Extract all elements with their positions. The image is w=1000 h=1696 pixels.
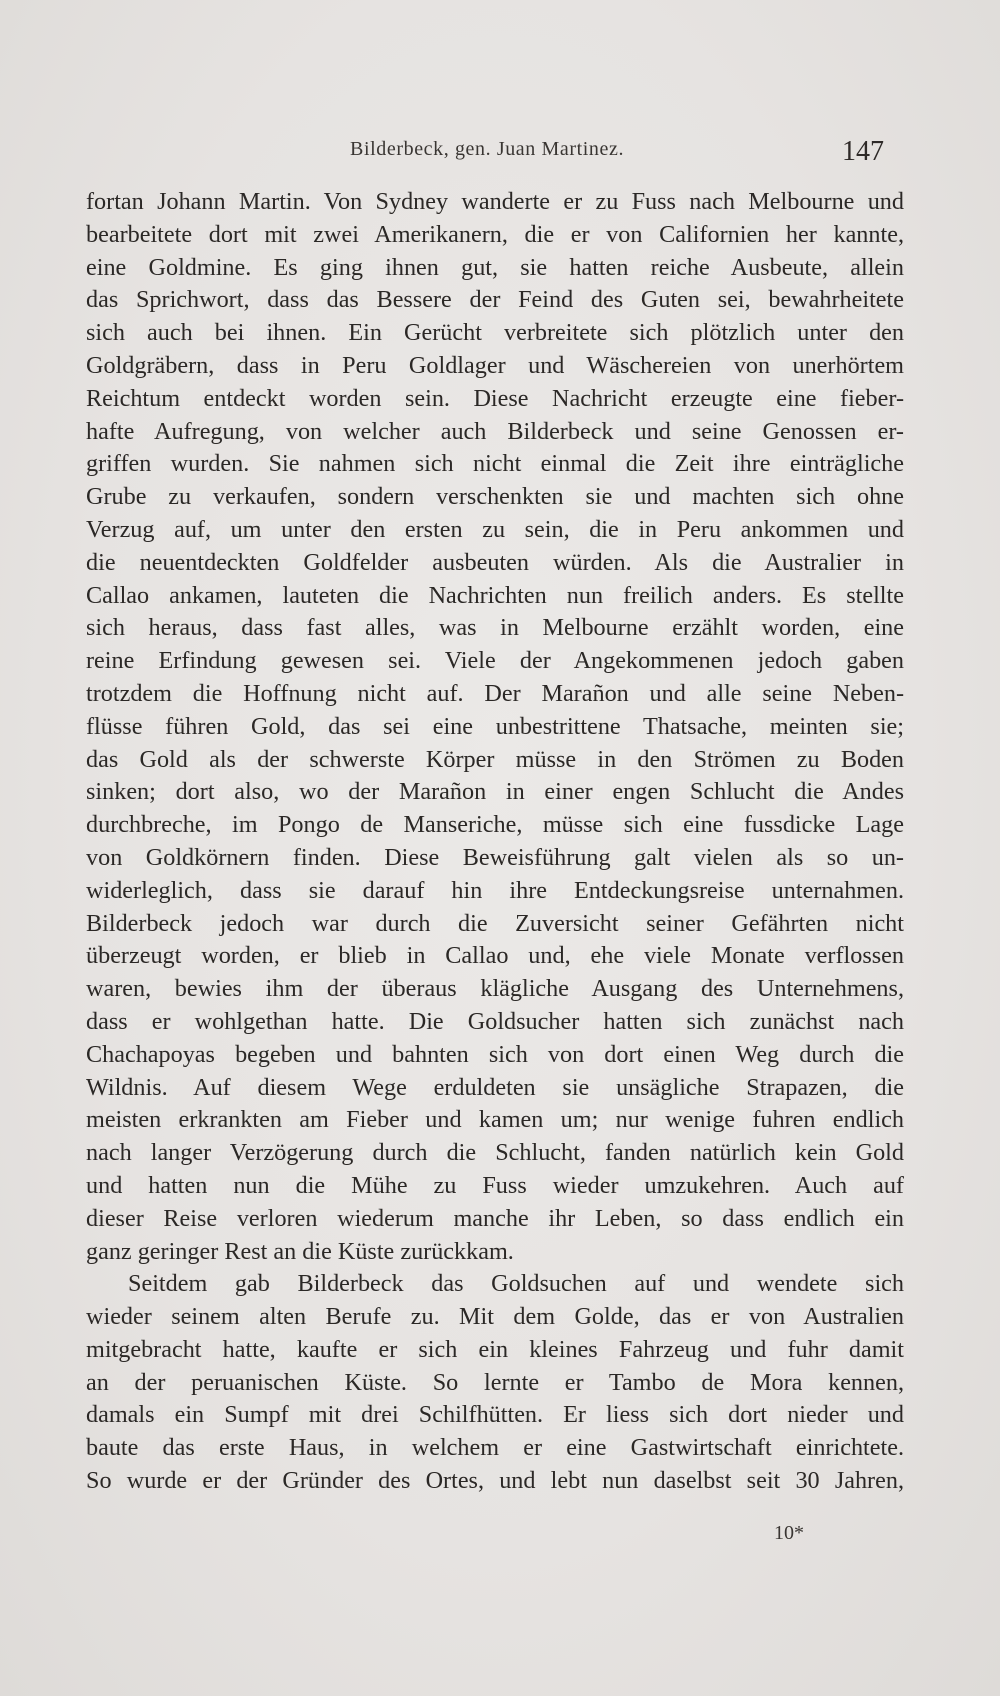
text-line: nach langer Verzögerung durch die Schlucht, fanden natürlich kein Gold [86, 1139, 904, 1167]
text-line: wieder seinem alten Berufe zu. Mit dem Golde, das er von Australien [86, 1303, 904, 1331]
text-line: meisten erkrankten am Fieber und kamen um; nur wenige fuhren endlich [86, 1106, 904, 1134]
text-line: waren, bewies ihm der überaus klägliche Ausgang des Unternehmens, [86, 975, 904, 1003]
text-line: Bilderbeck jedoch war durch die Zuversicht seiner Gefährten nicht [86, 909, 904, 937]
text-line: reine Erfindung gewesen sei. Viele der Angekommenen jedoch gaben [86, 647, 904, 675]
paragraph [86, 1268, 904, 1498]
text-line: Reichtum entdeckt worden sein. Diese Nachricht erzeugte eine fieber- [86, 384, 904, 412]
text-line: bearbeitete dort mit zwei Amerikanern, die er von Californien her kannte, [86, 220, 904, 248]
text-line: und hatten nun die Mühe zu Fuss wieder umzukehren. Auch auf [86, 1171, 904, 1199]
text-line: damals ein Sumpf mit drei Schilfhütten. Er liess sich dort nieder und [86, 1401, 904, 1429]
text-line: die neuentdeckten Goldfelder ausbeuten würden. Als die Australier in [86, 548, 904, 576]
text-line: dieser Reise verloren wiederum manche ihr Leben, so dass endlich ein [86, 1204, 904, 1232]
text-line: überzeugt worden, er blieb in Callao und, ehe viele Monate verflossen [86, 942, 904, 970]
text-line: widerleglich, dass sie darauf hin ihre Entdeckungsreise unternahmen. [86, 876, 904, 904]
text-line: flüsse führen Gold, das sei eine unbestrittene Thatsache, meinten sie; [86, 712, 904, 740]
text-line: So wurde er der Gründer des Ortes, und lebt nun daselbst seit 30 Jahren, [86, 1467, 904, 1495]
text-line: hafte Aufregung, von welcher auch Bilderbeck und seine Genossen er- [86, 417, 904, 445]
text-line: trotzdem die Hoffnung nicht auf. Der Marañon und alle seine Neben- [86, 679, 904, 707]
running-title: Bilderbeck, gen. Juan Martinez. [350, 138, 625, 160]
text-line: ganz geringer Rest an die Küste zurückkam. [86, 1237, 514, 1265]
body-text [86, 186, 904, 1498]
text-line: Verzug auf, um unter den ersten zu sein, die in Peru ankommen und [86, 515, 904, 543]
text-line: durchbreche, im Pongo de Manseriche, müsse sich eine fussdicke Lage [86, 811, 904, 839]
text-line: eine Goldmine. Es ging ihnen gut, sie hatten reiche Ausbeute, allein [86, 253, 904, 281]
text-line: Grube zu verkaufen, sondern verschenkten sie und machten sich ohne [86, 483, 904, 511]
text-line: mitgebracht hatte, kaufte er sich ein kleines Fahrzeug und fuhr damit [86, 1335, 904, 1363]
text-line: Seitdem gab Bilderbeck das Goldsuchen auf und wendete sich [128, 1270, 904, 1298]
text-line: sich auch bei ihnen. Ein Gerücht verbreitete sich plötzlich unter den [86, 319, 904, 347]
page-number: 147 [842, 136, 884, 167]
text-line: Callao ankamen, lauteten die Nachrichten nun freilich anders. Es stellte [86, 581, 904, 609]
paragraph [86, 186, 904, 1268]
text-line: das Sprichwort, dass das Bessere der Feind des Guten sei, bewahrheitete [86, 286, 904, 314]
text-line: dass er wohlgethan hatte. Die Goldsucher hatten sich zunächst nach [86, 1007, 904, 1035]
text-line: von Goldkörnern finden. Diese Beweisführung galt vielen als so un- [86, 843, 904, 871]
text-line: Goldgräbern, dass in Peru Goldlager und Wäschereien von unerhörtem [86, 351, 904, 379]
text-line: Chachapoyas begeben und bahnten sich von dort einen Weg durch die [86, 1040, 904, 1068]
text-line: fortan Johann Martin. Von Sydney wanderte er zu Fuss nach Melbourne und [86, 188, 904, 215]
text-line: griffen wurden. Sie nahmen sich nicht einmal die Zeit ihre einträgliche [86, 450, 904, 478]
text-line: sinken; dort also, wo der Marañon in einer engen Schlucht die Andes [86, 778, 904, 806]
text-line: an der peruanischen Küste. So lernte er Tambo de Mora kennen, [86, 1368, 904, 1396]
text-line: das Gold als der schwerste Körper müsse in den Strömen zu Boden [86, 745, 904, 773]
text-line: Wildnis. Auf diesem Wege erduldeten sie unsägliche Strapazen, die [86, 1073, 904, 1101]
signature-mark: 10* [774, 1522, 804, 1544]
paragraph-container [86, 186, 904, 1498]
text-line: baute das erste Haus, in welchem er eine Gastwirtschaft einrichtete. [86, 1434, 904, 1462]
text-line: sich heraus, dass fast alles, was in Melbourne erzählt worden, eine [86, 614, 904, 642]
